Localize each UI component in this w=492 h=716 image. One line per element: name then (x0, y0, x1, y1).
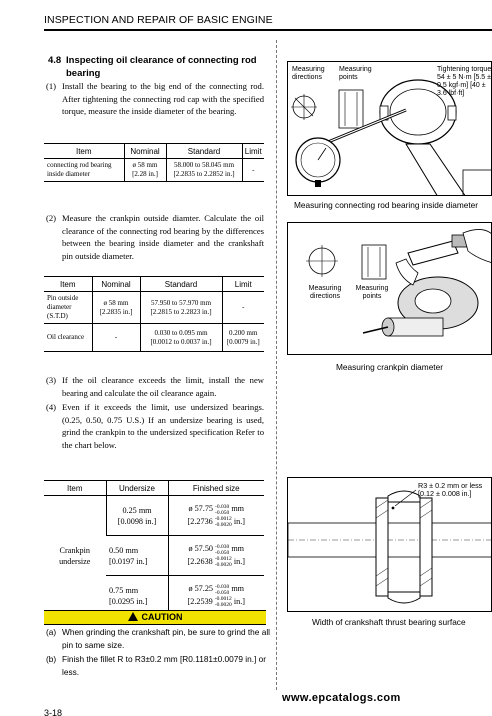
col-item: Item (44, 144, 124, 159)
unit-mm: mm (231, 504, 245, 514)
crankpin-clearance-table (44, 276, 264, 352)
cell-limit: - (242, 159, 264, 182)
figure-crankpin (287, 222, 492, 355)
note-number: (b) (46, 654, 57, 664)
col-item: Item (44, 277, 92, 292)
tol-down: -0.0020 (214, 521, 232, 528)
table-row (44, 324, 264, 352)
step-text: Measure the crankpin outside diamter. Calculate the oil clearance of the connecting rod bearing by the differences between the bearing inside diameter and the crankshaft pin outside diameter. (62, 213, 264, 261)
column-divider (276, 40, 277, 690)
tol-up: -0.030 (215, 583, 230, 590)
tolerance-mm (215, 584, 229, 596)
undersize-in: [0.0295 in.] (109, 596, 148, 606)
caution-rule (44, 624, 266, 625)
note-text: Finish the fillet R to R3±0.2 mm [R0.1181±0.0079 in.] or less. (62, 654, 267, 677)
col-limit: Limit (242, 144, 264, 159)
table-row (44, 496, 264, 536)
label-measuring-directions: Measuring directions (308, 285, 342, 300)
undersize-table (44, 480, 264, 616)
page-number: 3-18 (44, 708, 63, 716)
cell-limit: - (222, 292, 264, 324)
unit-in: in.] (233, 596, 245, 606)
col-standard: Standard (140, 277, 222, 292)
note-text: When grinding the crankshaft pin, be sure to grind the all pin to same size. (62, 627, 271, 650)
finished-mm: ø 57.75 (188, 504, 213, 514)
step-text: If the oil clearance exceeds the limit, install the new bearing and calculate the oil clearance again. (62, 375, 264, 398)
tol-down: -0.0020 (214, 561, 232, 568)
caution-note-a (46, 626, 270, 652)
header-rule (44, 29, 492, 31)
tolerance-in (215, 516, 232, 528)
step-1 (46, 80, 264, 118)
undersize-mm: 0.50 mm (109, 545, 139, 555)
tol-down: -0.050 (215, 589, 230, 596)
cell-finished (168, 536, 264, 576)
unit-in: in.] (233, 516, 245, 526)
finished-in: [2.2736 (187, 516, 213, 526)
figure-thrust-bearing (287, 477, 492, 612)
tol-down: -0.0020 (214, 601, 232, 608)
step-number: (1) (46, 81, 57, 91)
tol-up: -0.0012 (214, 595, 232, 602)
label-tightening-torque: Tightening torque 54 ± 5 N·m [5.5 ± 0.5 kgf·m] [40 ± 3.6 lbf·ft] (437, 66, 492, 97)
footer-url[interactable]: www.epcatalogs.com (282, 692, 401, 704)
unit-in: in.] (233, 556, 245, 566)
tol-up: -0.0012 (214, 515, 232, 522)
cell-finished (168, 496, 264, 536)
col-undersize: Undersize (106, 481, 168, 496)
caution-note-b (46, 653, 270, 679)
warning-icon (128, 612, 138, 621)
undersize-in: [0.0197 in.] (109, 556, 148, 566)
figure-connecting-rod (287, 61, 492, 196)
col-nominal: Nominal (124, 144, 166, 159)
table-row (44, 159, 264, 182)
cell-item: Oil clearance (44, 324, 92, 352)
cell-standard: 57.950 to 57.970 mm [2.2815 to 2.2823 in.] (140, 292, 222, 324)
section-title (48, 54, 270, 80)
finished-in: [2.2638 (187, 556, 213, 566)
step-4 (46, 401, 264, 451)
undersize-mm: 0.25 mm (122, 505, 152, 515)
step-text: Install the bearing to the big end of the connecting rod. After tightening the connecting rod cap with the specified torque, measure the inside diameter of the bearing. (62, 81, 264, 117)
label-measuring-directions: Measuring directions (292, 66, 325, 81)
label-measuring-points: Measuring points (355, 285, 389, 300)
tolerance-in (215, 596, 232, 608)
note-number: (a) (46, 627, 57, 637)
cell-nominal: - (92, 324, 140, 352)
col-nominal: Nominal (92, 277, 140, 292)
col-finished-size: Finished size (168, 481, 264, 496)
tol-down: -0.050 (215, 549, 230, 556)
figure-caption: Measuring connecting rod bearing inside diameter (294, 200, 479, 210)
caution-banner (44, 610, 266, 624)
finished-in: [2.2539 (187, 596, 213, 606)
step-number: (3) (46, 375, 57, 385)
cell-standard: 58.000 to 58.045 mm [2.2835 to 2.2852 in.] (166, 159, 242, 182)
thrust-bearing-illustration (288, 478, 492, 612)
finished-mm: ø 57.50 (188, 544, 213, 554)
step-number: (2) (46, 213, 57, 223)
tol-up: -0.030 (215, 503, 230, 510)
label-fillet-radius: R3 ± 0.2 mm or less [0.12 ± 0.008 in.] (418, 481, 483, 498)
unit-mm: mm (231, 544, 245, 554)
col-limit: Limit (222, 277, 264, 292)
table-row (44, 292, 264, 324)
cell-standard: 0.030 to 0.095 mm [0.0012 to 0.0037 in.] (140, 324, 222, 352)
tol-up: -0.0012 (214, 555, 232, 562)
step-number: (4) (46, 402, 57, 412)
cell-limit: 0.200 mm [0.0079 in.] (222, 324, 264, 352)
cell-nominal: ø 58 mm [2.2835 in.] (92, 292, 140, 324)
cell-nominal: ø 58 mm [2.28 in.] (124, 159, 166, 182)
cell-item: Pin outside diameter (S.T.D) (44, 292, 92, 324)
section-title-text: Inspecting oil clearance of connecting rod bearing (66, 55, 257, 79)
tolerance-mm (215, 504, 229, 516)
col-item: Item (44, 481, 106, 496)
cell-undersize (106, 536, 168, 576)
caution-title: CAUTION (141, 612, 183, 622)
tol-up: -0.030 (215, 543, 230, 550)
cell-undersize (106, 496, 168, 536)
bearing-diameter-table (44, 143, 264, 182)
tolerance-mm (215, 544, 229, 556)
cell-item: connecting rod bearing inside diameter (44, 159, 124, 182)
page-header: INSPECTION AND REPAIR OF BASIC ENGINE (44, 14, 273, 26)
label-measuring-points: Measuring points (339, 66, 372, 81)
step-3 (46, 374, 264, 399)
undersize-mm: 0.75 mm (109, 585, 139, 595)
section-number: 4.8 (48, 55, 62, 66)
finished-mm: ø 57.25 (188, 584, 213, 594)
cell-item: Crankpin undersize (44, 496, 106, 616)
tolerance-in (215, 556, 232, 568)
undersize-in: [0.0098 in.] (117, 516, 157, 526)
figure-caption: Measuring crankpin diameter (336, 362, 443, 372)
tol-down: -0.050 (215, 509, 230, 516)
step-2 (46, 212, 264, 262)
figure-caption: Width of crankshaft thrust bearing surface (312, 617, 466, 627)
unit-mm: mm (231, 584, 245, 594)
col-standard: Standard (166, 144, 242, 159)
step-text: Even if it exceeds the limit, use undersized bearings. (0.25, 0.50, 0.75 U.S.) If an undersize bearing is used, grind the crankpin to the undersized specification Refer to the chart below. (62, 402, 264, 450)
